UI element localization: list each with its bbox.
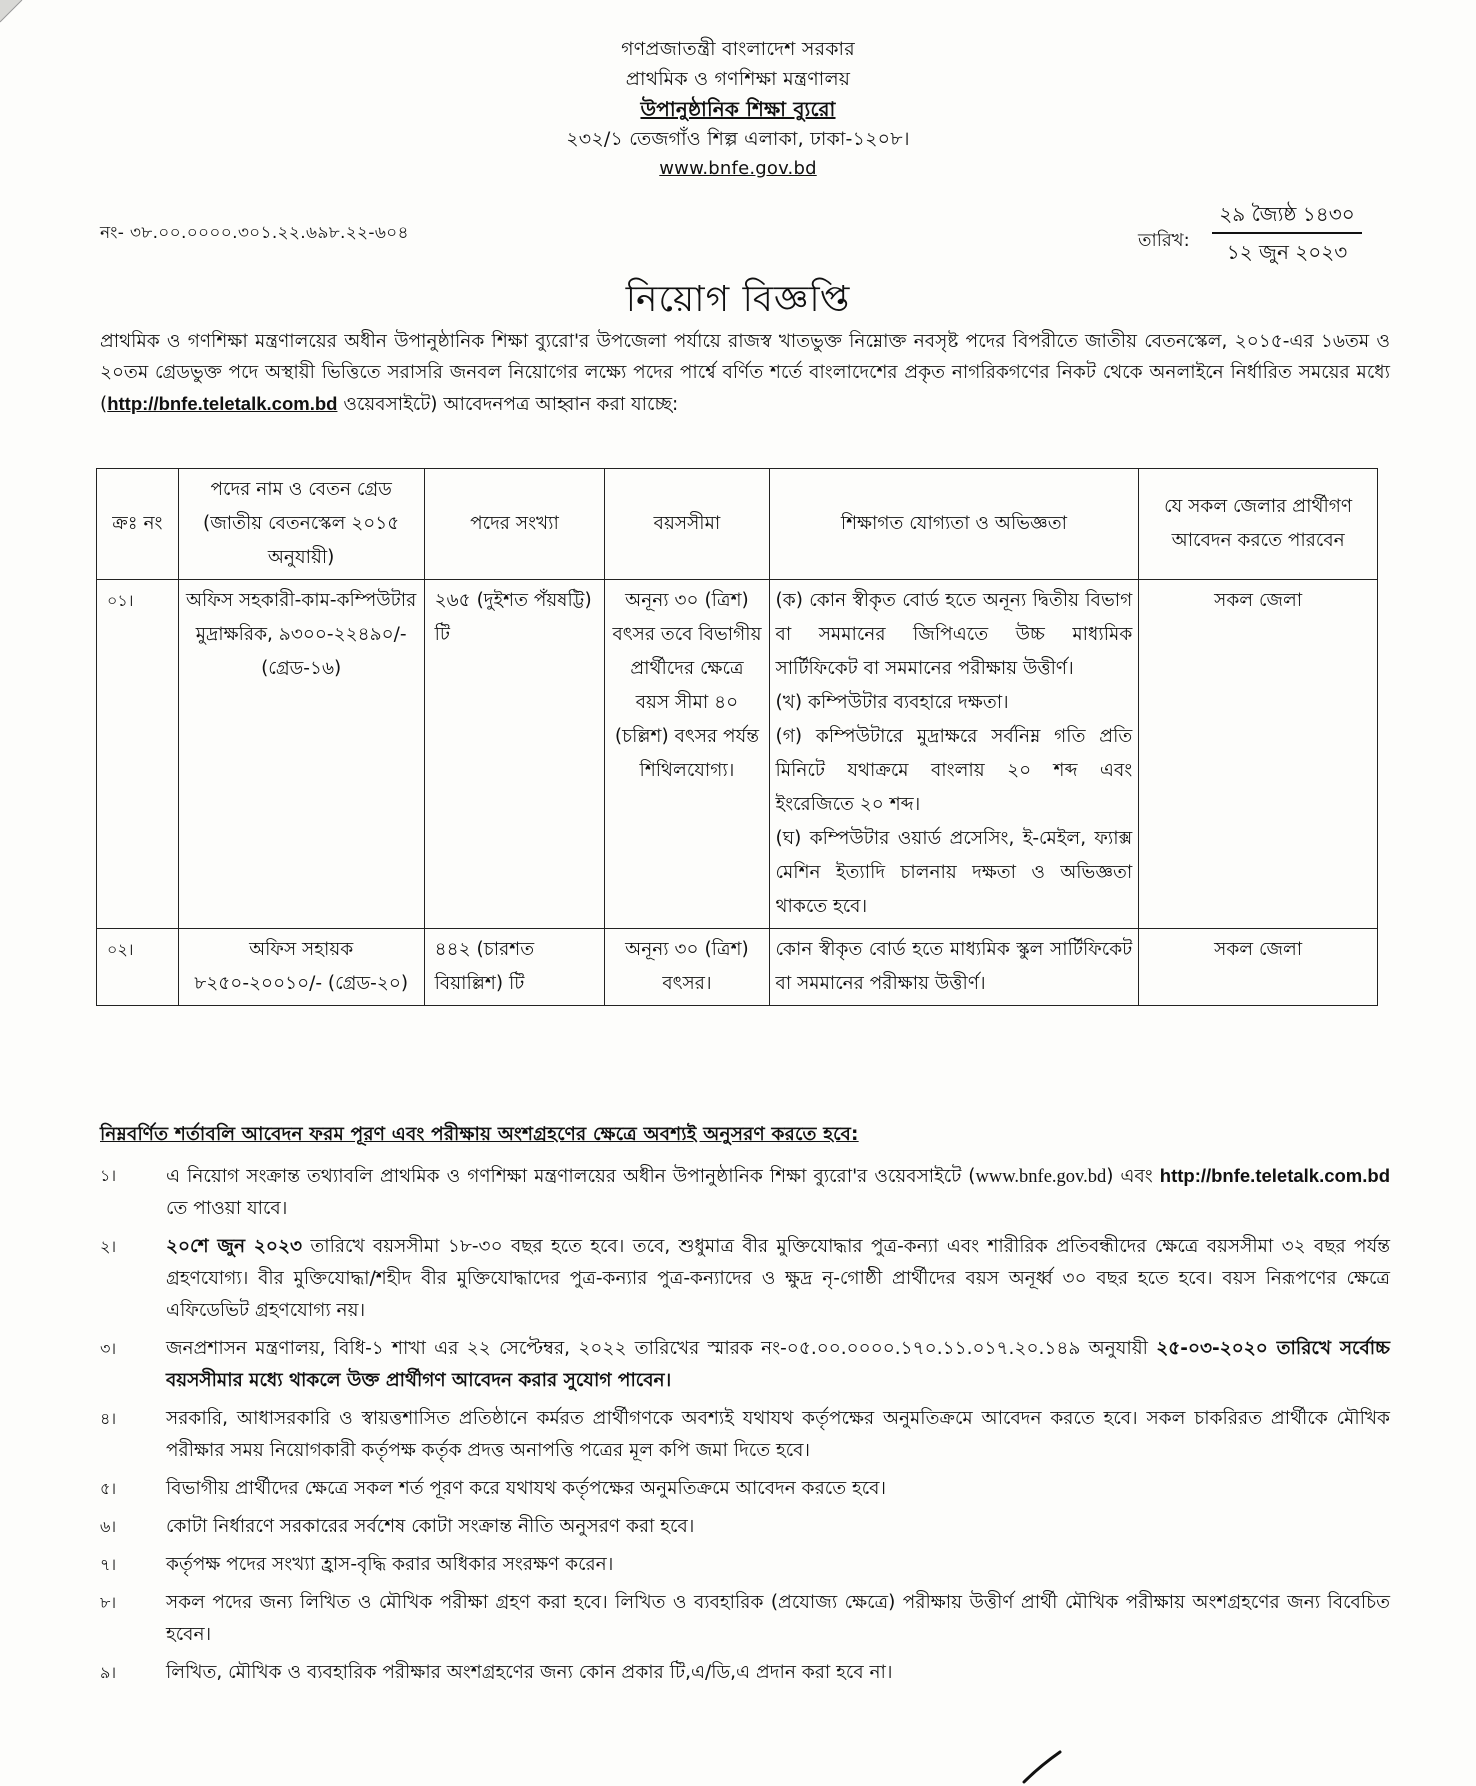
row-districts: সকল জেলা <box>1139 929 1378 1006</box>
condition-number: ৬। <box>100 1517 117 1536</box>
condition-text: বিভাগীয় প্রার্থীদের ক্ষেত্রে সকল শর্ত পূরণ করে যথাযথ কর্তৃপক্ষের অনুমতিক্রমে আবেদন করতে হবে। <box>166 1478 887 1499</box>
memo-number: নং- ৩৮.০০.০০০০.৩০১.২২.৬৯৮.২২-৬০৪ <box>100 223 409 243</box>
teletalk-link-2[interactable]: http://bnfe.teletalk.com.bd <box>1159 1165 1390 1186</box>
condition-text: কর্তৃপক্ষ পদের সংখ্যা হ্রাস-বৃদ্ধি করার অধিকার সংরক্ষণ করেন। <box>166 1554 614 1575</box>
condition-text: লিখিত, মৌখিক ও ব্যবহারিক পরীক্ষার অংশগ্রহণের জন্য কোন প্রকার টি,এ/ডি,এ প্রদান করা হবে না। <box>166 1662 893 1683</box>
row-count: ২৬৫ (দুইশত পঁয়ষট্টি) টি <box>424 580 605 929</box>
intro-text: প্রাথমিক ও গণশিক্ষা মন্ত্রণালয়ের অধীন উপানুষ্ঠানিক শিক্ষা ব্যুরো'র উপজেলা পর্যায়ে রাজস্ব খাতভুক্ত নিম্নোক্ত নবসৃষ্ট পদের বিপরীতে জাতীয় বেতনস্কেল, ২০১৫-এর ১৬তম ও ২০তম গ্রেডভুক্ত পদে অস্থায়ী ভিত্তিতে সরাসরি জনবল নিয়োগের লক্ষ্যে পদের পার্শ্বে বর্ণিত শর্তে বাংলাদেশের প্রকৃত নাগরিকগণের নিকট থেকে অনলাইনে নির্ধারিত সময়ের মধ্যে ( <box>100 331 1390 415</box>
conditions-heading: নিম্নবর্ণিত শর্তাবলি আবেদন ফরম পূরণ এবং পরীক্ষায় অংশগ্রহণের ক্ষেত্রে অবশ্যই অনুসরণ করতে হবে: <box>100 1124 859 1145</box>
condition-item <box>100 1549 1390 1581</box>
letterhead <box>0 34 1476 184</box>
qualification-item: (ঘ) কম্পিউটার ওয়ার্ড প্রসেসিং, ই-মেইল, ফ্যাক্স মেশিন ইত্যাদি চালনায় দক্ষতা ও অভিজ্ঞতা থাকতে হবে। <box>775 828 1133 917</box>
qualification-item: (গ) কম্পিউটারে মুদ্রাক্ষরে সর্বনিম্ন গতি প্রতি মিনিটে যথাক্রমে বাংলায় ২০ শব্দ এবং ইংরেজিতে ২০ শব্দ। <box>775 726 1133 815</box>
condition-bold-date: ২০শে জুন ২০২৩ <box>166 1236 303 1257</box>
row-qualification <box>769 929 1139 1006</box>
row-count: ৪৪২ (চারশত বিয়াল্লিশ) টি <box>424 929 605 1006</box>
condition-number: ৮। <box>100 1593 117 1612</box>
condition-item <box>100 1160 1390 1225</box>
condition-number: ২। <box>100 1237 117 1256</box>
intro-paragraph <box>100 326 1390 420</box>
bnfe-website-link[interactable]: www.bnfe.gov.bd <box>975 1167 1107 1187</box>
condition-text: তারিখে বয়সসীমা ১৮-৩০ বছর হতে হবে। তবে, শুধুমাত্র বীর মুক্তিযোদ্ধার পুত্র-কন্যা এবং শারীরিক প্রতিবন্ধীদের ক্ষেত্রে বয়সসীমা ৩২ বছর পর্যন্ত গ্রহণযোগ্য। বীর মুক্তিযোদ্ধা/শহীদ বীর মুক্তিযোদ্ধাদের পুত্র-কন্যার পুত্র-কন্যাদের ও ক্ষুদ্র নৃ-গোষ্ঠী প্রার্থীদের বয়স অনূর্ধ্ব ৩০ বছর হতে হবে। বয়স নিরূপণের ক্ষেত্রে এফিডেভিট গ্রহণযোগ্য নয়। <box>166 1236 1391 1321</box>
col-count: পদের সংখ্যা <box>424 469 605 580</box>
condition-number: ১। <box>100 1166 117 1185</box>
col-serial: ক্রঃ নং <box>97 469 179 580</box>
row-serial: ০২। <box>97 929 179 1006</box>
condition-text: সকল পদের জন্য লিখিত ও মৌখিক পরীক্ষা গ্রহণ করা হবে। লিখিত ও ব্যবহারিক (প্রযোজ্য ক্ষেত্রে) পরীক্ষায় উত্তীর্ণ প্রার্থী মৌখিক পরীক্ষায় অংশগ্রহণের জন্য বিবেচিত হবেন। <box>166 1592 1390 1645</box>
condition-item <box>100 1587 1390 1651</box>
date-english: ১২ জুন ২০২৩ <box>1226 240 1348 264</box>
date-label: তারিখ: <box>1138 230 1190 251</box>
conditions-list <box>100 1160 1390 1695</box>
condition-number: ৯। <box>100 1663 117 1682</box>
condition-text: ) এবং <box>1106 1166 1160 1187</box>
condition-number: ৭। <box>100 1555 117 1574</box>
condition-text: তে পাওয়া যাবে। <box>166 1198 288 1219</box>
condition-number: ৫। <box>100 1479 117 1498</box>
condition-number: ৩। <box>100 1339 117 1358</box>
teletalk-link[interactable]: http://bnfe.teletalk.com.bd <box>107 393 338 414</box>
row-age: অনূন্য ৩০ (ত্রিশ) বৎসর তবে বিভাগীয় প্রার্থীদের ক্ষেত্রে বয়স সীমা ৪০ (চল্লিশ) বৎসর পর্যন্ত শিথিলযোগ্য। <box>605 580 769 929</box>
row-serial: ০১। <box>97 580 179 929</box>
condition-text: সরকারি, আধাসরকারি ও স্বায়ত্তশাসিত প্রতিষ্ঠানে কর্মরত প্রার্থীগণকে অবশ্যই যথাযথ কর্তৃপক্ষের অনুমতিক্রমে আবেদন করতে হবে। সকল চাকরিরত প্রার্থীকে মৌখিক পরীক্ষার সময় নিয়োগকারী কর্তৃপক্ষ কর্তৃক প্রদত্ত অনাপত্তি পত্রের মূল কপি জমা দিতে হবে। <box>166 1408 1390 1461</box>
condition-item <box>100 1511 1390 1543</box>
qualification-item: কোন স্বীকৃত বোর্ড হতে মাধ্যমিক স্কুল সার্টিফিকেট বা সমমানের পরীক্ষায় উত্তীর্ণ। <box>775 939 1133 994</box>
date-divider <box>1212 232 1362 234</box>
office-website[interactable]: www.bnfe.gov.bd <box>659 158 817 179</box>
date-bangla: ২৯ জ্যৈষ্ঠ ১৪৩০ <box>1219 202 1355 226</box>
vacancy-table <box>96 468 1378 1006</box>
ministry-name: প্রাথমিক ও গণশিক্ষা মন্ত্রণালয় <box>625 68 851 90</box>
condition-item <box>100 1473 1390 1505</box>
condition-bold-text: ২৫-০৩-২০২০ তারিখে সর্বোচ্চ বয়সসীমার মধ্যে থাকলে উক্ত প্রার্থীগণ আবেদন করার সুযোগ পাবেন। <box>166 1338 1390 1391</box>
date-values <box>1212 200 1362 266</box>
govt-name: গণপ্রজাতন্ত্রী বাংলাদেশ সরকার <box>621 38 855 60</box>
row-post: অফিস সহায়ক ৮২৫০-২০০১০/- (গ্রেড-২০) <box>178 929 424 1006</box>
condition-item <box>100 1657 1390 1689</box>
table-header-row <box>97 469 1378 580</box>
notice-title: নিয়োগ বিজ্ঞপ্তি <box>625 279 851 320</box>
condition-text: জনপ্রশাসন মন্ত্রণালয়, বিধি-১ শাখা এর ২২ সেপ্টেম্বর, ২০২২ তারিখের স্মারক নং-০৫.০০.০০০০.১৭০.১১.০১৭.২০.১৪৯ অনুযায়ী <box>166 1338 1157 1359</box>
office-name: উপানুষ্ঠানিক শিক্ষা ব্যুরো <box>640 97 836 121</box>
row-districts: সকল জেলা <box>1139 580 1378 929</box>
row-post: অফিস সহকারী-কাম-কম্পিউটার মুদ্রাক্ষরিক, ৯৩০০-২২৪৯০/- (গ্রেড-১৬) <box>178 580 424 929</box>
col-districts: যে সকল জেলার প্রার্থীগণ আবেদন করতে পারবেন <box>1139 469 1378 580</box>
condition-item <box>100 1231 1390 1327</box>
table-row <box>97 580 1378 929</box>
col-age: বয়সসীমা <box>605 469 769 580</box>
condition-item <box>100 1403 1390 1467</box>
office-address: ২৩২/১ তেজগাঁও শিল্প এলাকা, ঢাকা-১২০৮। <box>566 128 910 150</box>
row-qualification <box>769 580 1139 929</box>
signature-stroke <box>1020 1748 1080 1786</box>
condition-number: ৪। <box>100 1409 117 1428</box>
qualification-item: (খ) কম্পিউটার ব্যবহারে দক্ষতা। <box>775 692 1009 713</box>
intro-text-end: ওয়েবসাইটে) আবেদনপত্র আহ্বান করা যাচ্ছে: <box>337 394 679 415</box>
condition-item <box>100 1333 1390 1397</box>
col-qualification: শিক্ষাগত যোগ্যতা ও অভিজ্ঞতা <box>769 469 1139 580</box>
condition-text: এ নিয়োগ সংক্রান্ত তথ্যাবলি প্রাথমিক ও গণশিক্ষা মন্ত্রণালয়ের অধীন উপানুষ্ঠানিক শিক্ষা ব্যুরো'র ওয়েবসাইটে ( <box>166 1166 976 1187</box>
col-post: পদের নাম ও বেতন গ্রেড (জাতীয় বেতনস্কেল ২০১৫ অনুযায়ী) <box>178 469 424 580</box>
condition-text: কোটা নির্ধারণে সরকারের সর্বশেষ কোটা সংক্রান্ত নীতি অনুসরণ করা হবে। <box>166 1516 695 1537</box>
table-row <box>97 929 1378 1006</box>
qualification-item: (ক) কোন স্বীকৃত বোর্ড হতে অনূন্য দ্বিতীয় বিভাগ বা সমমানের জিপিএতে উচ্চ মাধ্যমিক সার্টিফিকেট বা সমমানের পরীক্ষায় উত্তীর্ণ। <box>775 590 1133 679</box>
row-age: অনূন্য ৩০ (ত্রিশ) বৎসর। <box>605 929 769 1006</box>
